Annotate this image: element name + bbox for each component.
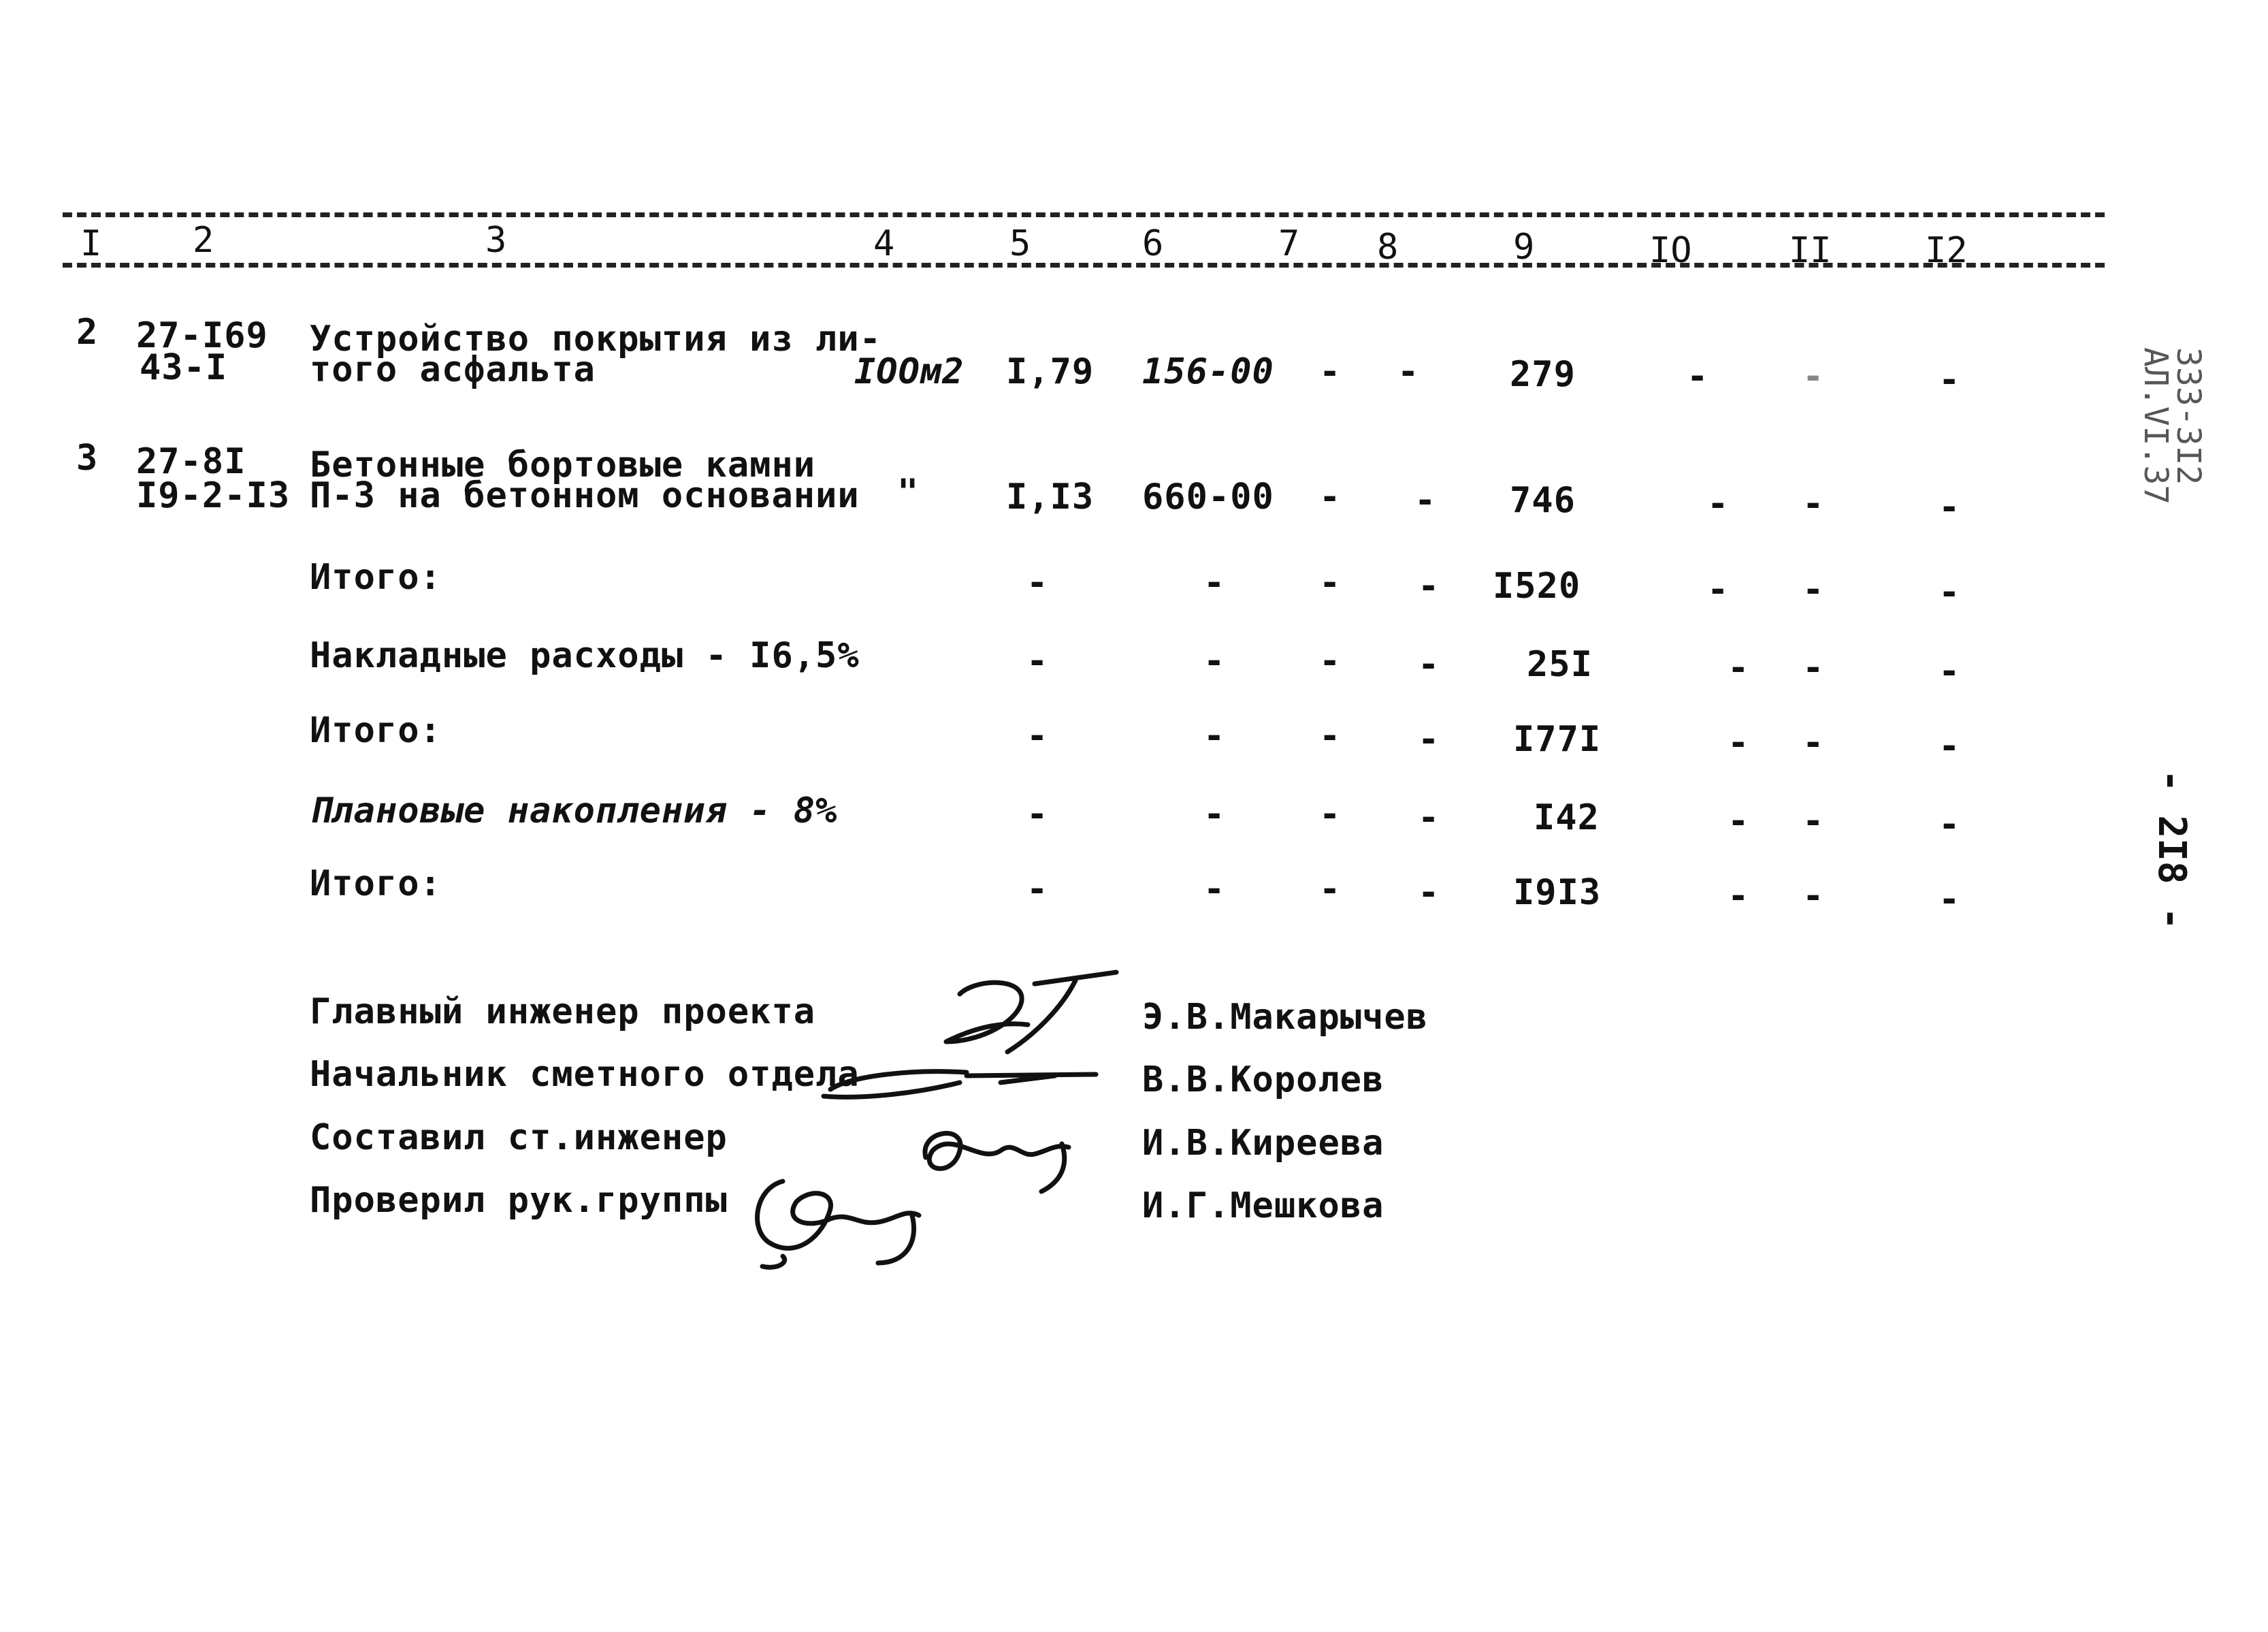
col8-value: - xyxy=(1418,719,1440,760)
margin-sheet-text: АЛ.VI.37 xyxy=(2137,347,2175,505)
total-value: 279 xyxy=(1510,354,1576,395)
signer-position: Проверил рук.группы xyxy=(310,1180,728,1221)
col-header-9: 9 xyxy=(1513,227,1535,268)
col7-value: - xyxy=(1319,477,1342,517)
signature-scribble-chief-engineer xyxy=(933,967,1137,1062)
col-header-7: 7 xyxy=(1278,223,1300,264)
page-number-text: - 2I8 - xyxy=(2150,769,2194,931)
col7-value: - xyxy=(1319,562,1342,603)
margin-sheet-reference xyxy=(2139,347,2173,505)
col10-value: - xyxy=(1728,722,1750,763)
col-header-11: II xyxy=(1789,230,1832,271)
col5-value: - xyxy=(1026,716,1049,756)
col11-value: - xyxy=(1802,722,1825,763)
margin-doc-code-text: ЗЗЗ-3І2 xyxy=(2169,347,2207,485)
col-header-10: IO xyxy=(1649,230,1692,271)
col-header-3: 3 xyxy=(485,220,507,261)
col11-value: - xyxy=(1802,483,1825,524)
col12-value: - xyxy=(1939,572,1961,613)
row-number: 2 xyxy=(76,312,99,353)
signer-name: И.Г.Мешкова xyxy=(1142,1185,1384,1226)
total-value: 25I xyxy=(1527,644,1593,685)
signer-name: В.В.Королев xyxy=(1142,1059,1384,1100)
col11-value: - xyxy=(1802,356,1825,397)
col8-value: - xyxy=(1397,351,1420,392)
col7-value: - xyxy=(1319,716,1342,756)
col-header-2: 2 xyxy=(193,220,214,261)
page-number xyxy=(2150,769,2194,931)
total-value: I77I xyxy=(1513,719,1602,760)
col10-value: - xyxy=(1687,356,1709,397)
col-header-12: I2 xyxy=(1925,230,1968,271)
col5-value: - xyxy=(1026,869,1049,910)
col10-value: - xyxy=(1707,483,1730,524)
total-value: I42 xyxy=(1534,797,1600,838)
signer-position: Главный инженер проекта xyxy=(310,991,816,1032)
margin-document-code xyxy=(2171,347,2205,485)
col8-value: - xyxy=(1418,872,1440,913)
summary-label: Итого: xyxy=(310,863,442,904)
signer-position: Составил ст.инженер xyxy=(310,1117,728,1158)
col11-value: - xyxy=(1802,801,1825,842)
signature-scribble-estimate-head xyxy=(810,1049,1109,1110)
col-header-6: 6 xyxy=(1142,223,1164,264)
signature-scribble-group-lead xyxy=(742,1168,946,1270)
col8-value: - xyxy=(1418,644,1440,685)
col5-value: - xyxy=(1026,641,1049,682)
work-description-cont: П-3 на бетонном основании xyxy=(310,475,860,516)
header-top-rule xyxy=(63,212,2105,217)
quantity: I,79 xyxy=(1006,351,1095,392)
col6-value: - xyxy=(1203,869,1226,910)
work-description-cont: того асфальта xyxy=(310,349,596,390)
quantity: I,I3 xyxy=(1006,477,1095,517)
col6-value: - xyxy=(1203,641,1226,682)
summary-label: Итого: xyxy=(310,710,442,751)
col10-value: - xyxy=(1728,647,1750,688)
total-value: I9I3 xyxy=(1513,872,1602,913)
summary-label: Плановые накопления - 8% xyxy=(310,790,838,831)
col5-value: - xyxy=(1026,562,1049,603)
work-description: Устройство покрытия из ли- xyxy=(310,319,881,359)
col12-value: - xyxy=(1939,651,1961,692)
col8-value: - xyxy=(1418,566,1440,607)
unit-price: 660-00 xyxy=(1142,477,1274,517)
total-value: 746 xyxy=(1510,480,1576,521)
col-header-8: 8 xyxy=(1377,227,1399,268)
norm-code: 27-I69 xyxy=(136,315,268,356)
col10-value: - xyxy=(1728,876,1750,916)
norm-code: 27-8I xyxy=(136,441,246,482)
col6-value: - xyxy=(1203,716,1226,756)
col10-value: - xyxy=(1707,569,1730,610)
col12-value: - xyxy=(1939,726,1961,767)
work-description: Бетонные бортовые камни xyxy=(310,445,816,485)
col7-value: - xyxy=(1319,351,1342,392)
col12-value: - xyxy=(1939,487,1961,528)
unit-price: 156-00 xyxy=(1142,351,1274,392)
col11-value: - xyxy=(1802,569,1825,610)
signer-position: Начальник сметного отдела xyxy=(310,1054,860,1095)
total-value: I520 xyxy=(1493,566,1581,607)
col8-value: - xyxy=(1418,797,1440,838)
col7-value: - xyxy=(1319,641,1342,682)
summary-label: Итого: xyxy=(310,557,442,598)
signer-name: И.В.Киреева xyxy=(1142,1123,1384,1164)
col-header-4: 4 xyxy=(873,223,895,264)
col12-value: - xyxy=(1939,804,1961,845)
summary-label: Накладные расходы - I6,5% xyxy=(310,635,860,676)
col11-value: - xyxy=(1802,647,1825,688)
col-header-5: 5 xyxy=(1009,223,1031,264)
col5-value: - xyxy=(1026,794,1049,835)
col-header-1: I xyxy=(80,223,102,264)
col12-value: - xyxy=(1939,879,1961,920)
row-number: 3 xyxy=(76,438,99,479)
unit: " xyxy=(897,472,920,513)
norm-code-sub: I9-2-I3 xyxy=(136,475,291,516)
col12-value: - xyxy=(1939,359,1961,400)
norm-code-sub: 43-I xyxy=(140,347,228,388)
col6-value: - xyxy=(1203,562,1226,603)
signer-name: Э.В.Макарычев xyxy=(1142,997,1428,1038)
col6-value: - xyxy=(1203,794,1226,835)
col10-value: - xyxy=(1728,801,1750,842)
col7-value: - xyxy=(1319,794,1342,835)
col7-value: - xyxy=(1319,869,1342,910)
unit: IOOм2 xyxy=(854,351,965,392)
col8-value: - xyxy=(1414,480,1437,521)
col11-value: - xyxy=(1802,876,1825,916)
